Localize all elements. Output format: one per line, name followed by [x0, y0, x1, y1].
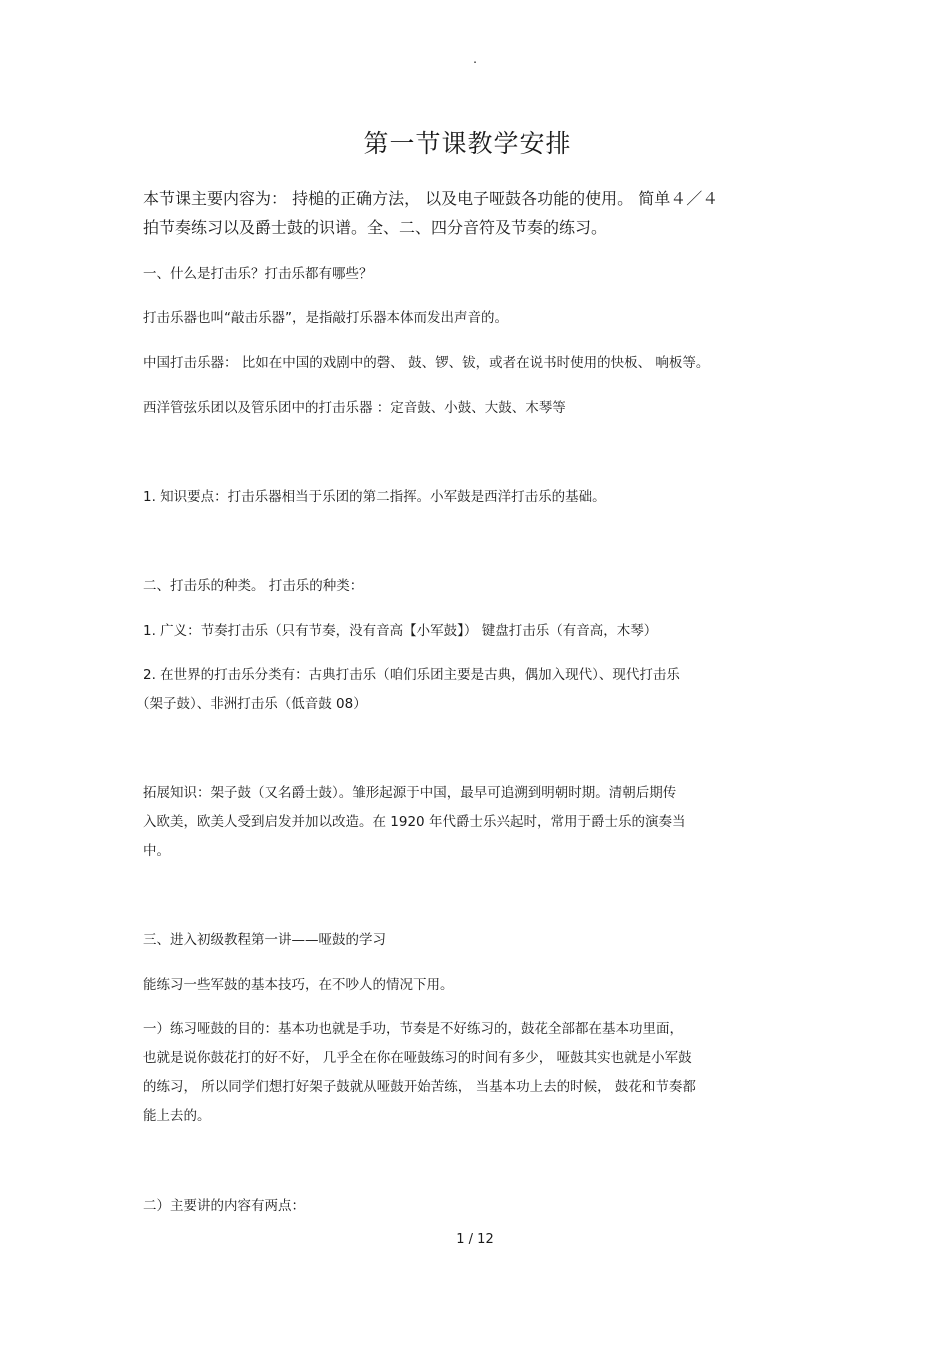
section-3-a-line-2: 也就是说你鼓花打的好不好， 几乎全在你在哑鼓练习的时间有多少， 哑鼓其实也就是小军鼓	[143, 1050, 692, 1066]
header-mark: .	[473, 52, 477, 66]
section-3-paragraph-1: 能练习一些军鼓的基本技巧，在不吵人的情况下用。	[143, 977, 454, 993]
section-2-heading: 二、打击乐的种类。 打击乐的种类：	[143, 578, 364, 594]
section-2-item-2-line-2: （架子鼓）、非洲打击乐（低音鼓 08）	[136, 696, 367, 712]
section-3-a-line-1: 一）练习哑鼓的目的：基本功也就是手功，节奏是不好练习的，鼓花全部都在基本功里面，	[143, 1021, 683, 1037]
intro-line-1: 本节课主要内容为： 持槌的正确方法， 以及电子哑鼓各功能的使用。 简单４／４	[143, 189, 719, 208]
page-number: 1 / 12	[456, 1232, 494, 1247]
section-1-paragraph-3: 西洋管弦乐团以及管乐团中的打击乐器 ：定音鼓、小鼓、大鼓、木琴等	[143, 400, 566, 416]
extension-line-2: 入欧美，欧美人受到启发并加以改造。在 1920 年代爵士乐兴起时，常用于爵士乐的演奏当	[143, 814, 686, 830]
section-3-a-line-3: 的练习， 所以同学们想打好架子鼓就从哑鼓开始苦练， 当基本功上去的时候， 鼓花和节奏都	[143, 1079, 696, 1095]
extension-line-3: 中。	[143, 843, 170, 859]
section-1-paragraph-2: 中国打击乐器： 比如在中国的戏剧中的磬、 鼓、锣、钹，或者在说书时使用的快板、 响板等。	[143, 355, 710, 371]
section-3-b: 二）主要讲的内容有两点：	[143, 1198, 305, 1214]
intro-line-2: 拍节奏练习以及爵士鼓的识谱。全、二、四分音符及节奏的练习。	[143, 218, 608, 237]
extension-line-1: 拓展知识：架子鼓（又名爵士鼓）。雏形起源于中国，最早可追溯到明朝时期。清朝后期传	[143, 785, 677, 801]
section-1-paragraph-1: 打击乐器也叫“敲击乐器”，是指敲打乐器本体而发出声音的。	[143, 310, 508, 326]
section-3-a-line-4: 能上去的。	[143, 1108, 211, 1124]
knowledge-point: 1. 知识要点：打击乐器相当于乐团的第二指挥。小军鼓是西洋打击乐的基础。	[143, 489, 606, 505]
section-2-item-1: 1. 广义：节奏打击乐（只有节奏，没有音高【小军鼓】） 键盘打击乐（有音高，木琴）	[143, 623, 658, 639]
section-1-heading: 一、什么是打击乐？打击乐都有哪些？	[143, 266, 373, 282]
page-title: 第一节课教学安排	[363, 129, 572, 158]
section-3-heading: 三、进入初级教程第一讲——哑鼓的学习	[143, 932, 386, 948]
section-2-item-2-line-1: 2. 在世界的打击乐分类有：古典打击乐（咱们乐团主要是古典，偶加入现代）、现代打击乐	[143, 667, 680, 683]
